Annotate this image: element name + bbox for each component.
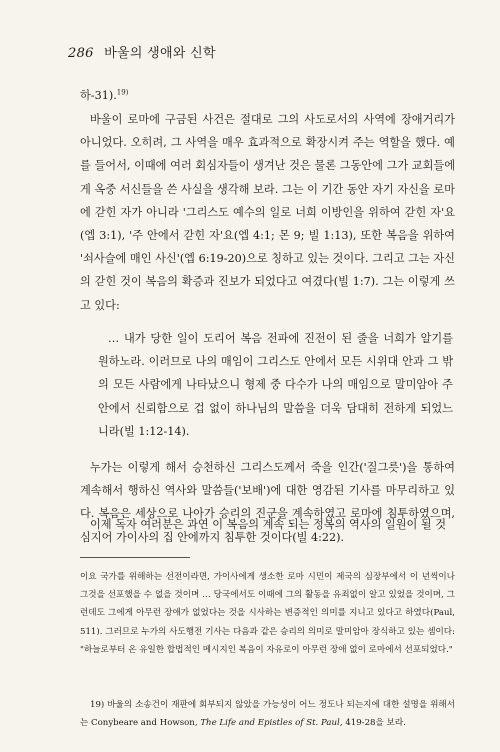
carryover-text: 하-31). (80, 89, 117, 102)
footnote-19-text-pre: 바울의 소송건이 재판에 회부되지 않았을 가능성이 어느 정도나 되는지에 대한 설명을 위해서는 Conybeare and Howson, (80, 700, 455, 729)
footnote-ref-19: 19) (116, 88, 129, 97)
footnote-divider (80, 557, 190, 558)
running-title: 바울의 생애와 신학 (104, 46, 216, 61)
footnote-19-text-post: , 419-28을 보라. (339, 718, 406, 729)
paragraph-3: 이제 독자 여러분은 과연 이 복음의 계속 되는 정복의 역사의 일원이 될 것 (90, 518, 447, 531)
carryover-line (80, 84, 455, 107)
paragraph-1: 바울이 로마에 구금된 사건은 절대로 그의 사도로서의 사역에 장애거리가 아니었다. 오히려, 그 사역을 매우 효과적으로 확장시켜 주는 역할을 했다. 예를 들어서, 이때에 여러 회심자들이 생겨난 것은 물론 그동안에 그가 교회들에게 옥중 서신들을 쓴 사실을 생각해 보라. 그는 이 기간 동안 자기 자신을 로마에 갇힌 자가 아니라 '그리스도 예수의 일로 너희 이방인을 위하여 갇힌 자'요(엡 3:1), '주 안에서 갇힌 자'요(엡 4:1; 몬 9; 빌 1:13), 또한 복음을 위하여 '쇠사슬에 매인 사신'(엡 6:19-20)으로 칭하고 있는 것이다. 그리고 그는 자신의 갇힌 것이 복음의 확증과 진보가 되었다고 여겼다(빌 1:7). 그는 이렇게 쓰고 있다: (80, 113, 455, 312)
block-quote: … 내가 당한 일이 도리어 복음 전파에 진전이 된 줄을 너희가 알기를 원하노라. 이러므로 나의 매임이 그리스도 안에서 모든 시위대 안과 그 밖의 모든 사람에게 나타났으니 형제 중 다수가 나의 매임으로 말미암아 주 안에서 신뢰함으로 겁 없이 하나님의 말씀을 더욱 담대히 전하게 되었느니라(빌 1:12-14). (98, 332, 453, 438)
footnote-continuation: 이요 국가를 위해하는 선전이라면, 가이사에게 생소한 로마 시민이 제국의 심장부에서 이 년씩이나 그것을 선포했을 수 없을 것이며 … 당국에서도 이때에 그의 활동을 유죄없이 알고 있었을 것이며, 그런데도 그에게 아무런 장애가 없었다는 것을 시사하는 변증적인 의미를 지니고 있다고 하였다(Paul, 511). 그러므로 누가의 사도행전 기사는 다음과 같은 승리의 의미로 말미암아 장식하고 있는 셈이다: "하늘로부터 온 유일한 합법적인 메시지인 복음이 자유로이 아무런 장애 없이 로마에서 선포되었다." (80, 572, 455, 655)
paragraph-2: 누가는 이렇게 해서 승천하신 그리스도께서 죽을 인간('질그릇')을 통하여 계속해서 행하신 역사와 말씀들('보배')에 대한 영감된 기사를 마무리하고 있다. 복음은 세상으로 나아가 승리의 진군을 계속하였고 로마에 침투하였으며, 심지어 가이사의 집 안에까지 침투한 것이다(빌 4:22). (80, 461, 455, 544)
page-number: 286 (68, 46, 94, 61)
running-header (68, 42, 216, 61)
footnote-19-number: 19) (90, 700, 105, 710)
footnote-19-book-title: The Life and Epistles of St. Paul (200, 718, 340, 729)
footnote-19 (80, 696, 455, 732)
